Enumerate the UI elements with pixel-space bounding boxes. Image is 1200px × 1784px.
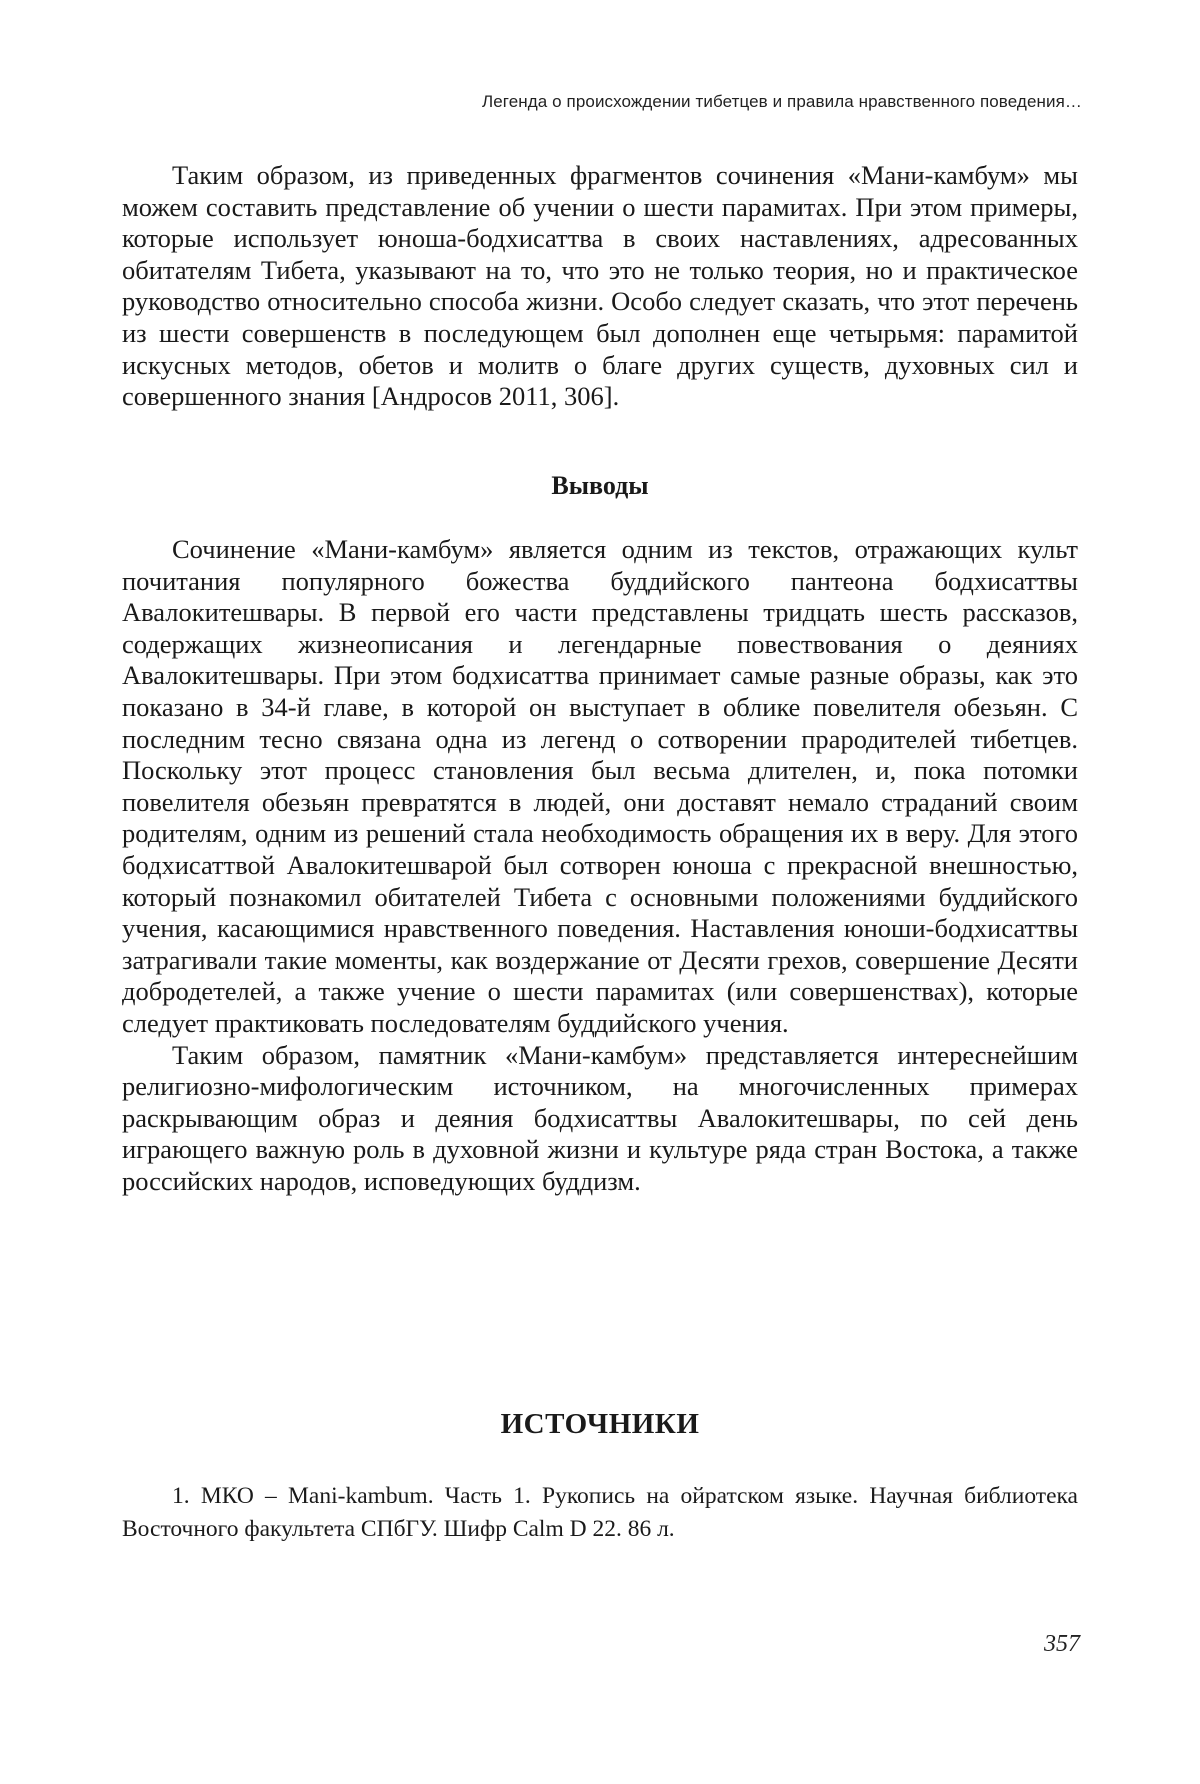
running-header: Легенда о происхождении тибетцев и правила нравственного поведения… [118, 92, 1082, 112]
conclusions-section [122, 534, 1078, 1197]
conclusions-heading: Выводы [122, 471, 1078, 501]
source-item-1: 1. МКО – Mani-kambum. Часть 1. Рукопись на ойратском языке. Научная библиотека Восточного факультета СПбГУ. Шифр Calm D 22. 86 л. [122, 1480, 1078, 1546]
conclusions-paragraph-2: Таким образом, памятник «Мани-камбум» представляется интереснейшим религиозно-мифологическим источником, на многочисленных примерах раскрывающим образ и деяния бодхисаттвы Авалокитешвары, по сей день играющего важную роль в духовной жизни и культуре ряда стран Востока, а также российских народов, исповедующих буддизм. [122, 1040, 1078, 1198]
sources-heading: ИСТОЧНИКИ [122, 1408, 1078, 1441]
sources-list [122, 1480, 1078, 1546]
conclusions-paragraph-1: Сочинение «Мани-камбум» является одним из текстов, отражающих культ почитания популярного божества буддийского пантеона бодхисаттвы Авалокитешвары. В первой его части представлены тридцать шесть рассказов, содержащих жизнеописания и легендарные повествования о деяниях Авалокитешвары. При этом бодхисаттва принимает самые разные образы, как это показано в 34-й главе, в которой он выступает в облике повелителя обезьян. С последним тесно связана одна из легенд о сотворении прародителей тибетцев. Поскольку этот процесс становления был весьма длителен, и, пока потомки повелителя обезьян превратятся в людей, они доставят немало страданий своим родителям, одним из решений стала необходимость обращения их в веру. Для этого бодхисаттвой Авалокитешварой был сотворен юноша с прекрасной внешностью, который познакомил обитателей Тибета с основными положениями буддийского учения, касающимися нравственного поведения. Наставления юноши-бодхисаттвы затрагивали такие моменты, как воздержание от Десяти грехов, совершение Десяти добродетелей, а также учение о шести парамитах (или совершенствах), которые следует практиковать последователям буддийского учения. [122, 534, 1078, 1040]
page-number: 357 [1044, 1631, 1080, 1658]
intro-paragraph: Таким образом, из приведенных фрагментов сочинения «Мани-камбум» мы можем составить представление об учении о шести парамитах. При этом примеры, которые использует юноша-бодхисаттва в своих наставлениях, адресованных обитателям Тибета, указывают на то, что это не только теория, но и практическое руководство относительно способа жизни. Особо следует сказать, что этот перечень из шести совершенств в последующем был дополнен еще четырьмя: парамитой искусных методов, обетов и молитв о благе других существ, духовных сил и совершенного знания [Андросов 2011, 306]. [122, 160, 1078, 413]
intro-section [122, 160, 1078, 413]
